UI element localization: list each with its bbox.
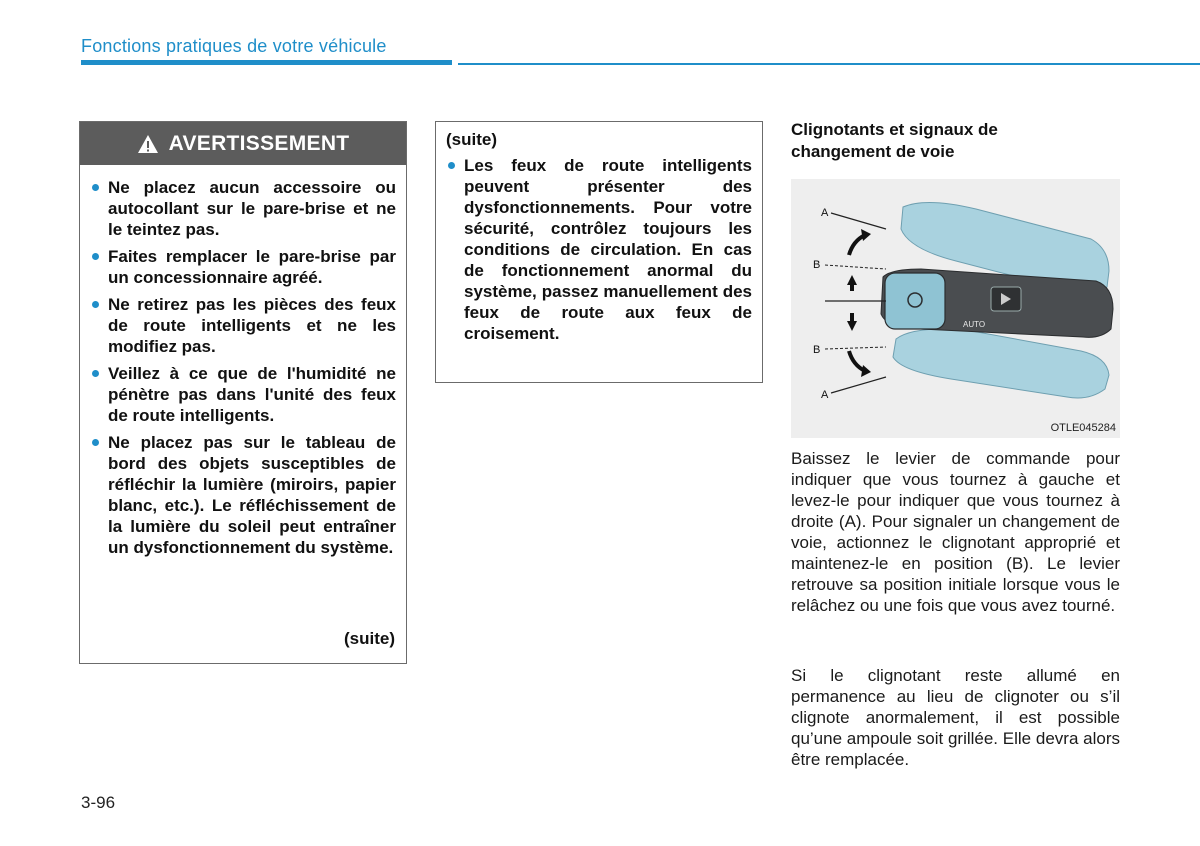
warning-box (79, 121, 407, 664)
warning-triangle-icon (137, 134, 159, 154)
label-a-bottom: A (821, 389, 829, 401)
lever-auto-label: AUTO (963, 320, 986, 329)
warning-continued: (suite) (344, 629, 395, 648)
bullet-icon (92, 439, 99, 446)
body-paragraph: Baissez le levier de commande pour indiquer que vous tournez à gauche et levez-le pour indiquer que vous tournez à droite (A). Pour signaler un changement de voie, actionnez le clignotant approprié et maintenez-le en position (B). Le levier retrouve sa position initiale lorsque vous le relâchez ou une fois que vous avez tourné. (791, 449, 1120, 615)
warning-item: Faites remplacer le pare-brise par un concessionnaire agréé. (90, 246, 396, 288)
bullet-icon (448, 162, 455, 169)
warning-list (80, 165, 406, 558)
warning-header (80, 122, 406, 165)
header-rule-thick (81, 60, 452, 65)
header-rule-thin (458, 63, 1200, 65)
lever-illustration (791, 179, 1120, 438)
bullet-icon (92, 370, 99, 377)
label-b-top: B (813, 259, 821, 271)
page-header-title: Fonctions pratiques de votre véhicule (81, 36, 387, 56)
warning-item: Veillez à ce que de l'humidité ne pénètre pas dans l'unité des feux de route intelligents. (90, 363, 396, 426)
page-number: 3-96 (81, 793, 116, 812)
continued-item: Les feux de route intelligents peuvent présenter des dysfonctionnements. Pour votre sécurité, contrôlez toujours les conditions de circulation. En cas de fonctionnement anormal du système, passez manuellement des feux de route aux feux de croisement. (446, 155, 752, 344)
warning-heading: AVERTISSEMENT (168, 131, 350, 155)
figure-code: OTLE045284 (1050, 422, 1116, 434)
turn-signal-lever-figure (791, 179, 1120, 438)
bullet-icon (92, 184, 99, 191)
continued-list (446, 155, 752, 344)
bullet-icon (92, 301, 99, 308)
continued-label: (suite) (446, 130, 497, 149)
body-paragraph: Si le clignotant reste allumé en permanence au lieu de clignoter ou s’il clignote anormalement, il est possible qu’une ampoule soit grillée. Elle devra alors être remplacée. (791, 666, 1120, 769)
warning-item: Ne placez aucun accessoire ou autocollant sur le pare-brise et ne le teintez pas. (90, 177, 396, 240)
label-a-top: A (821, 207, 829, 219)
continued-box (435, 121, 763, 383)
section-title: Clignotants et signaux de changement de voie (791, 120, 998, 161)
bullet-icon (92, 253, 99, 260)
label-b-bottom: B (813, 344, 821, 356)
warning-item: Ne retirez pas les pièces des feux de route intelligents et ne les modifiez pas. (90, 294, 396, 357)
warning-item: Ne placez pas sur le tableau de bord des objets susceptibles de réfléchir la lumière (miroirs, papier blanc, etc.). Le réfléchissement de la lumière du soleil peut entraîner un dysfonctionnement du système. (90, 432, 396, 558)
